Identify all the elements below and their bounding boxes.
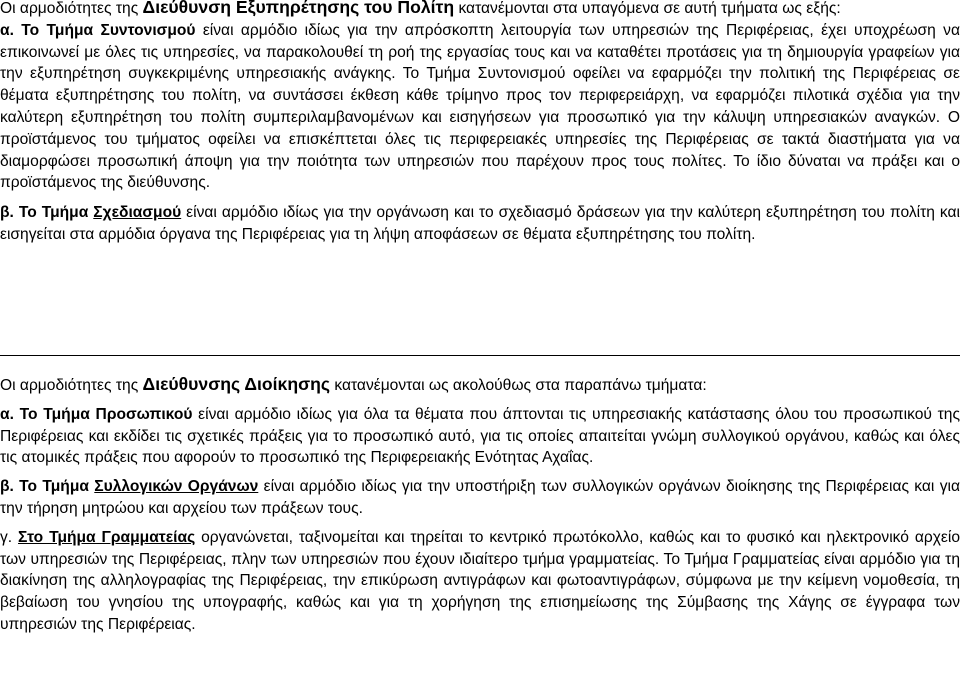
paragraph-item-a <box>0 20 960 194</box>
department-title: Το Τμήμα Προσωπικού <box>19 405 193 423</box>
horizontal-divider <box>0 355 960 356</box>
directorate-title: Διεύθυνσης Διοίκησης <box>142 374 331 394</box>
paragraph-text: είναι αρμόδιο ιδίως για την απρόσκοπτη λειτουργία των υπηρεσιών της Περιφέρειας, έχει υποχρέωση να επικοινωνεί με όλες τις υπηρεσίες, να παρακολουθεί τη ροή της εργασίας τους και να καταθέτει προτάσεις για τη δημιουργία γραφείων για την εξυπηρέτηση συγκεκριμένης υπηρεσιακής ανάγκης. Το Τμήμα Συντονισμού οφείλει να εφαρμόζει την πολιτική της Περιφέρειας σε θέματα εξυπηρέτησης του πολίτη, να συντάσσει έκθεση κάθε τρίμηνο προς τον περιφερειάρχη, να εφαρμόζει πιλοτικά σχέδια για την καλύτερη εξυπηρέτηση του πολίτη συμπεριλαμβανομένων και εισηγήσεων για προσωπικό για την κάλυψη υπηρεσιακών αναγκών. Ο προϊστάμενος του τμήματος οφείλει να επισκέπτεται όλες τις περιφερειακές υπηρεσίες της Περιφέρειας σε τακτά διαστήματα για να διαμορφώσει προσωπική άποψη για την ποιότητα των υπηρεσιών που παρέχουν προς τους πολίτες. Το ίδιο δύναται να πράξει και ο προϊστάμενος της διεύθυνσης. <box>0 21 960 192</box>
department-title: Το Τμήμα Συντονισμού <box>21 21 196 39</box>
item-marker: β. <box>0 478 20 496</box>
section-customer-service <box>0 0 960 246</box>
intro-suffix: κατανέμονται στα υπαγόμενα σε αυτή τμήματα ως εξής: <box>454 0 841 17</box>
paragraph-item-c <box>0 527 960 636</box>
department-title-prefix: Το Τμήμα <box>18 204 94 222</box>
directorate-title: Διεύθυνση Εξυπηρέτησης του Πολίτη <box>142 0 455 17</box>
paragraph-item-b <box>0 202 960 246</box>
paragraph-item-b <box>0 476 960 520</box>
paragraph-text: είναι αρμόδιο ιδίως για την υποστήριξη των συλλογικών οργάνων διοίκησης της Περιφέρειας και για την τήρηση μητρώου και αρχείου των πράξεων τους. <box>0 478 960 517</box>
intro-prefix: Οι αρμοδιότητες της <box>0 377 143 394</box>
section-administration <box>0 374 960 636</box>
section-intro <box>0 374 960 397</box>
item-marker: α. <box>0 21 22 39</box>
department-title-underlined: Σχεδιασμού <box>93 204 182 222</box>
item-marker: α. <box>0 405 20 423</box>
department-title-underlined: Στο Τμήμα Γραμματείας <box>18 528 196 546</box>
paragraph-text: είναι αρμόδιο ιδίως για την οργάνωση και το σχεδιασμό δράσεων για την καλύτερη εξυπηρέτηση του πολίτη και εισηγείται στα αρμόδια όργανα της Περιφέρειας για τη λήψη αποφάσεων σε θέματα εξυπηρέτησης του πολίτη. <box>0 204 960 243</box>
paragraph-text: οργανώνεται, ταξινομείται και τηρείται το κεντρικό πρωτόκολλο, καθώς και το φυσικό και ηλεκτρονικό αρχείο των υπηρεσιών της Περιφέρειας, πλην των υπηρεσιών που έχουν ιδιαίτερο τμήμα γραμματείας. Το Τμήμα Γραμματείας είναι αρμόδιο για τη διακίνηση της αλληλογραφίας της Περιφέρειας, την επικύρωση αντιγράφων και φωτοαντιγράφων, σύμφωνα με την κείμενη νομοθεσία, τη βεβαίωση του γνησίου της υπογραφής, καθώς και για τη χορήγηση της επισημείωσης της Σύμβασης της Χάγης σε έγγραφα των υπηρεσιών της Περιφέρειας. <box>0 528 960 633</box>
item-marker: γ. <box>0 528 19 546</box>
item-marker: β. <box>0 204 19 222</box>
section-intro <box>0 0 960 20</box>
department-title-underlined: Συλλογικών Οργάνων <box>94 478 259 496</box>
intro-suffix: κατανέμονται ως ακολούθως στα παραπάνω τμήματα: <box>330 377 707 394</box>
paragraph-text: είναι αρμόδιο ιδίως για όλα τα θέματα που άπτονται τις υπηρεσιακής κατάστασης όλου του προσωπικού της Περιφέρειας και εκδίδει τις σχετικές πράξεις για το προσωπικό αυτό, για τις οποίες απαιτείται γνώμη συλλογικού οργάνου, καθώς και όλες τις ατομικές πράξεις που αφορούν το προσωπικό της Περιφερειακής Ενότητας Αχαΐας. <box>0 405 960 467</box>
paragraph-item-a <box>0 404 960 469</box>
intro-prefix: Οι αρμοδιότητες της <box>0 0 143 17</box>
department-title-prefix: Το Τμήμα <box>19 478 95 496</box>
